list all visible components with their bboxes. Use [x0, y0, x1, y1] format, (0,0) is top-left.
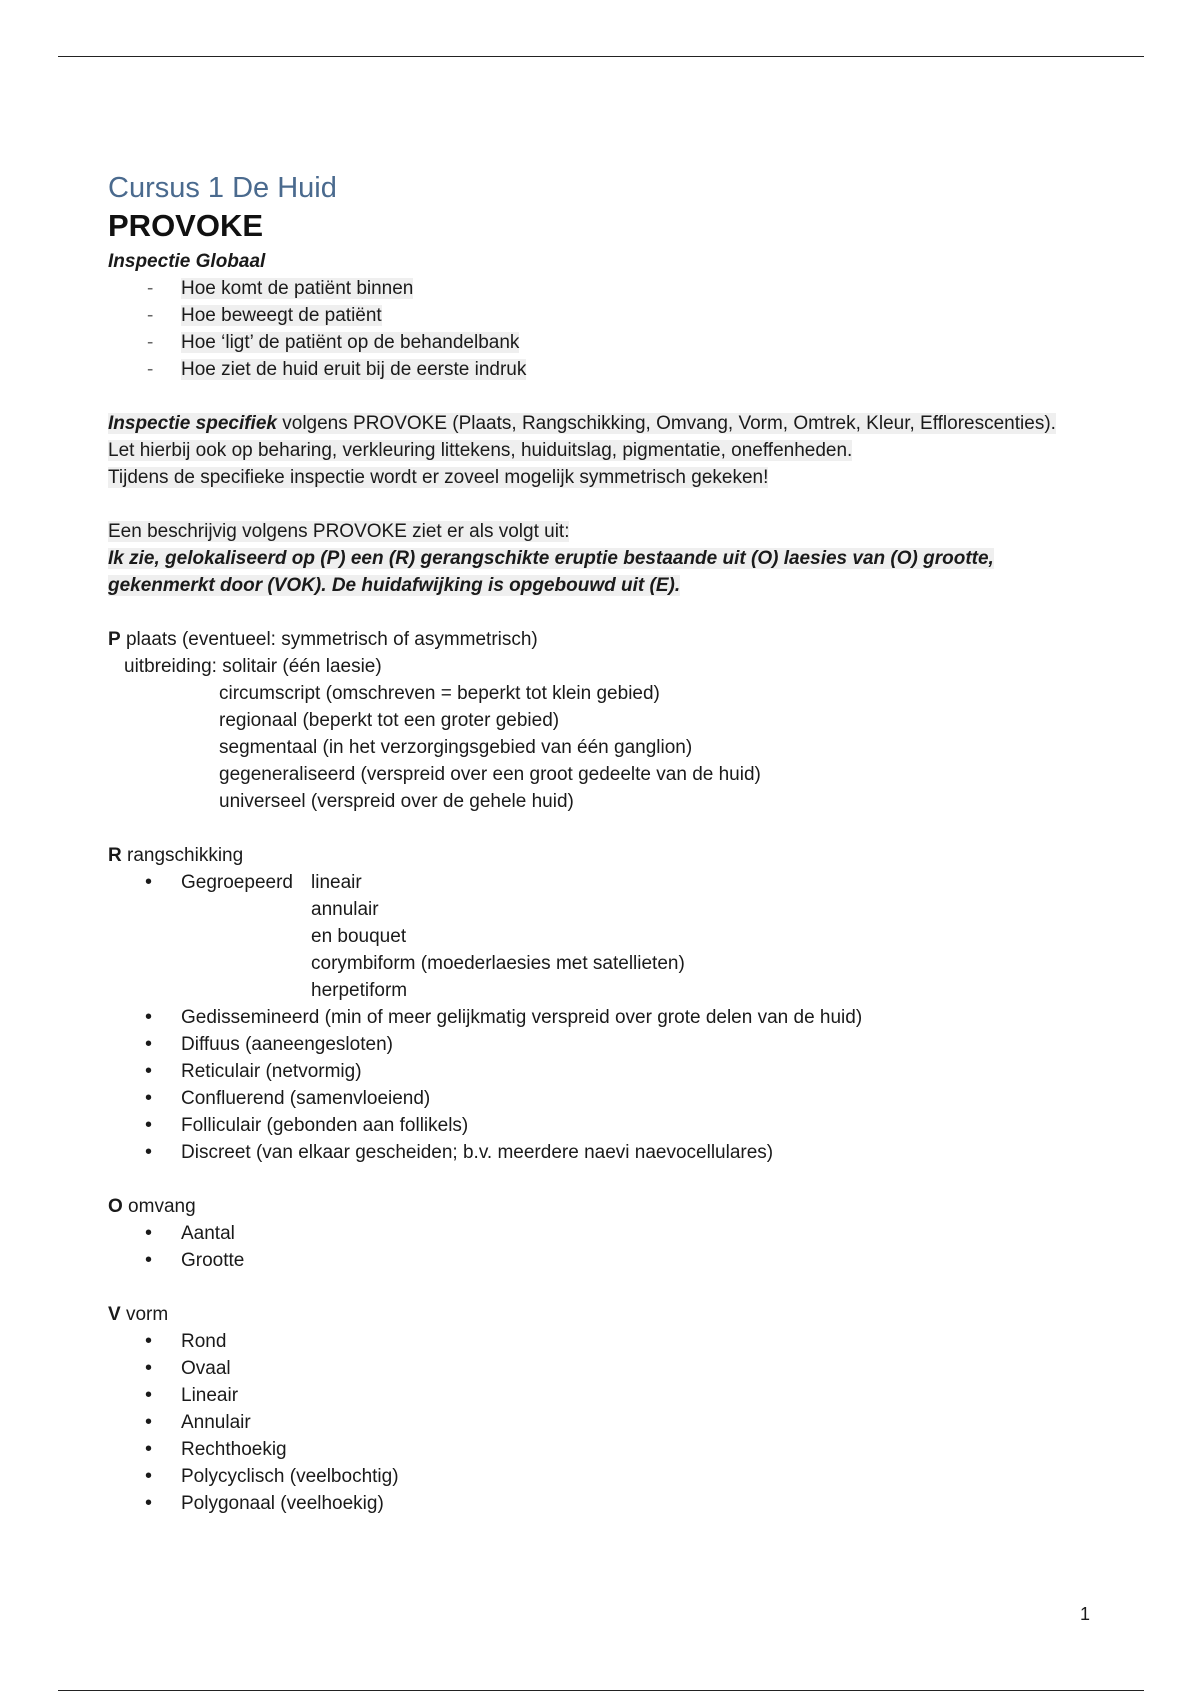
beschrijving-paragraph: Een beschrijvig volgens PROVOKE ziet er als volgt uit: Ik zie, gelokaliseerd op (P) een (R) gerangschikte eruptie bestaande uit (O) laesies van (O) grootte, gekenmerkt door (VOK). De huidafwijking is opgebouwd uit (E).	[108, 521, 994, 596]
specifiek-label: Inspectie specifiek	[108, 413, 277, 434]
list-item: • Lineair	[108, 1382, 1108, 1409]
globaal-label: Inspectie Globaal	[108, 251, 266, 272]
section-heading: PROVOKE	[108, 208, 264, 243]
uitbreiding-line: uitbreiding: solitair (één laesie)	[124, 656, 382, 677]
list-item: • Grootte	[108, 1247, 1108, 1274]
list-item: gegeneraliseerd (verspreid over een groot gedeelte van de huid)	[219, 764, 761, 785]
list-item: - Hoe beweegt de patiënt	[108, 302, 1108, 329]
page-number: 1	[1080, 1604, 1091, 1624]
list-item: circumscript (omschreven = beperkt tot klein gebied)	[219, 683, 660, 704]
list-item: • Rond	[108, 1328, 1108, 1355]
globaal-list	[108, 275, 1108, 383]
list-item: • Folliculair (gebonden aan follikels)	[108, 1112, 1108, 1139]
list-item: • Aantal	[108, 1220, 1108, 1247]
omvang-section: O omvang • Aantal • Grootte	[108, 1193, 1108, 1274]
list-item: • Ovaal	[108, 1355, 1108, 1382]
footer-rule	[58, 1690, 1144, 1691]
rangschikking-section: R rangschikking • Gegroepeerd lineair annulair en bouquet corymbiform (moederlaesies met satellieten) herpetiform • Gedissemineerd (min of meer gelijkmatig verspreid over grote delen van de huid) • Diffuus (aaneengesloten) • Reticulair (netvormig) • Confluerend (samenvloeiend) • Folliculair (gebonden aan follikels) • Discreet (van elkaar gescheiden; b.v. meerdere naevi naevocellulares)	[108, 842, 1108, 1166]
list-item: - Hoe ‘ligt’ de patiënt op de behandelbank	[108, 329, 1108, 356]
list-item: • Polygonaal (veelhoekig)	[108, 1490, 1108, 1517]
list-item: • Polycyclisch (veelbochtig)	[108, 1463, 1108, 1490]
list-item: segmentaal (in het verzorgingsgebied van één ganglion)	[219, 737, 693, 758]
list-item: universeel (verspreid over de gehele huid)	[219, 791, 574, 812]
plaats-section: P plaats (eventueel: symmetrisch of asymmetrisch) uitbreiding: solitair (één laesie) circumscript (omschreven = beperkt tot klein gebied) regionaal (beperkt tot een groter gebied) segmentaal (in het verzorgingsgebied van één ganglion) gegeneraliseerd (verspreid over een groot gedeelte van de huid) universeel (verspreid over de gehele huid)	[108, 626, 1108, 815]
omvang-list	[108, 1220, 1108, 1274]
document-page	[108, 170, 1108, 1517]
vorm-section: V vorm • Rond • Ovaal • Lineair • Annulair • Rechthoekig • Polycyclisch (veelbochtig) • Polygonaal (veelhoekig)	[108, 1301, 1108, 1517]
list-item: - Hoe komt de patiënt binnen	[108, 275, 1108, 302]
list-item: • Rechthoekig	[108, 1436, 1108, 1463]
list-item: • Discreet (van elkaar gescheiden; b.v. meerdere naevi naevocellulares)	[108, 1139, 1108, 1166]
list-item: • Gedissemineerd (min of meer gelijkmatig verspreid over grote delen van de huid)	[108, 1004, 1108, 1031]
list-item: • Diffuus (aaneengesloten)	[108, 1031, 1108, 1058]
vorm-list	[108, 1328, 1108, 1517]
list-item: - Hoe ziet de huid eruit bij de eerste indruk	[108, 356, 1108, 383]
page-title: Cursus 1 De Huid	[108, 172, 337, 204]
specifiek-paragraph: Inspectie specifiek volgens PROVOKE (Plaats, Rangschikking, Omvang, Vorm, Omtrek, Kleur, Efflorescenties). Let hierbij ook op beharing, verkleuring littekens, huiduitslag, pigmentatie, oneffenheden. Tijdens de specifieke inspectie wordt er zoveel mogelijk symmetrisch gekeken!	[108, 413, 1056, 488]
list-item: • Gegroepeerd lineair annulair en bouquet corymbiform (moederlaesies met satellieten) herpetiform	[108, 869, 1108, 1004]
list-item: regionaal (beperkt tot een groter gebied)	[219, 710, 560, 731]
list-item: • Reticulair (netvormig)	[108, 1058, 1108, 1085]
list-item: • Confluerend (samenvloeiend)	[108, 1085, 1108, 1112]
rangschikking-list	[108, 869, 1108, 1166]
list-item: • Annulair	[108, 1409, 1108, 1436]
header-rule	[58, 56, 1144, 57]
